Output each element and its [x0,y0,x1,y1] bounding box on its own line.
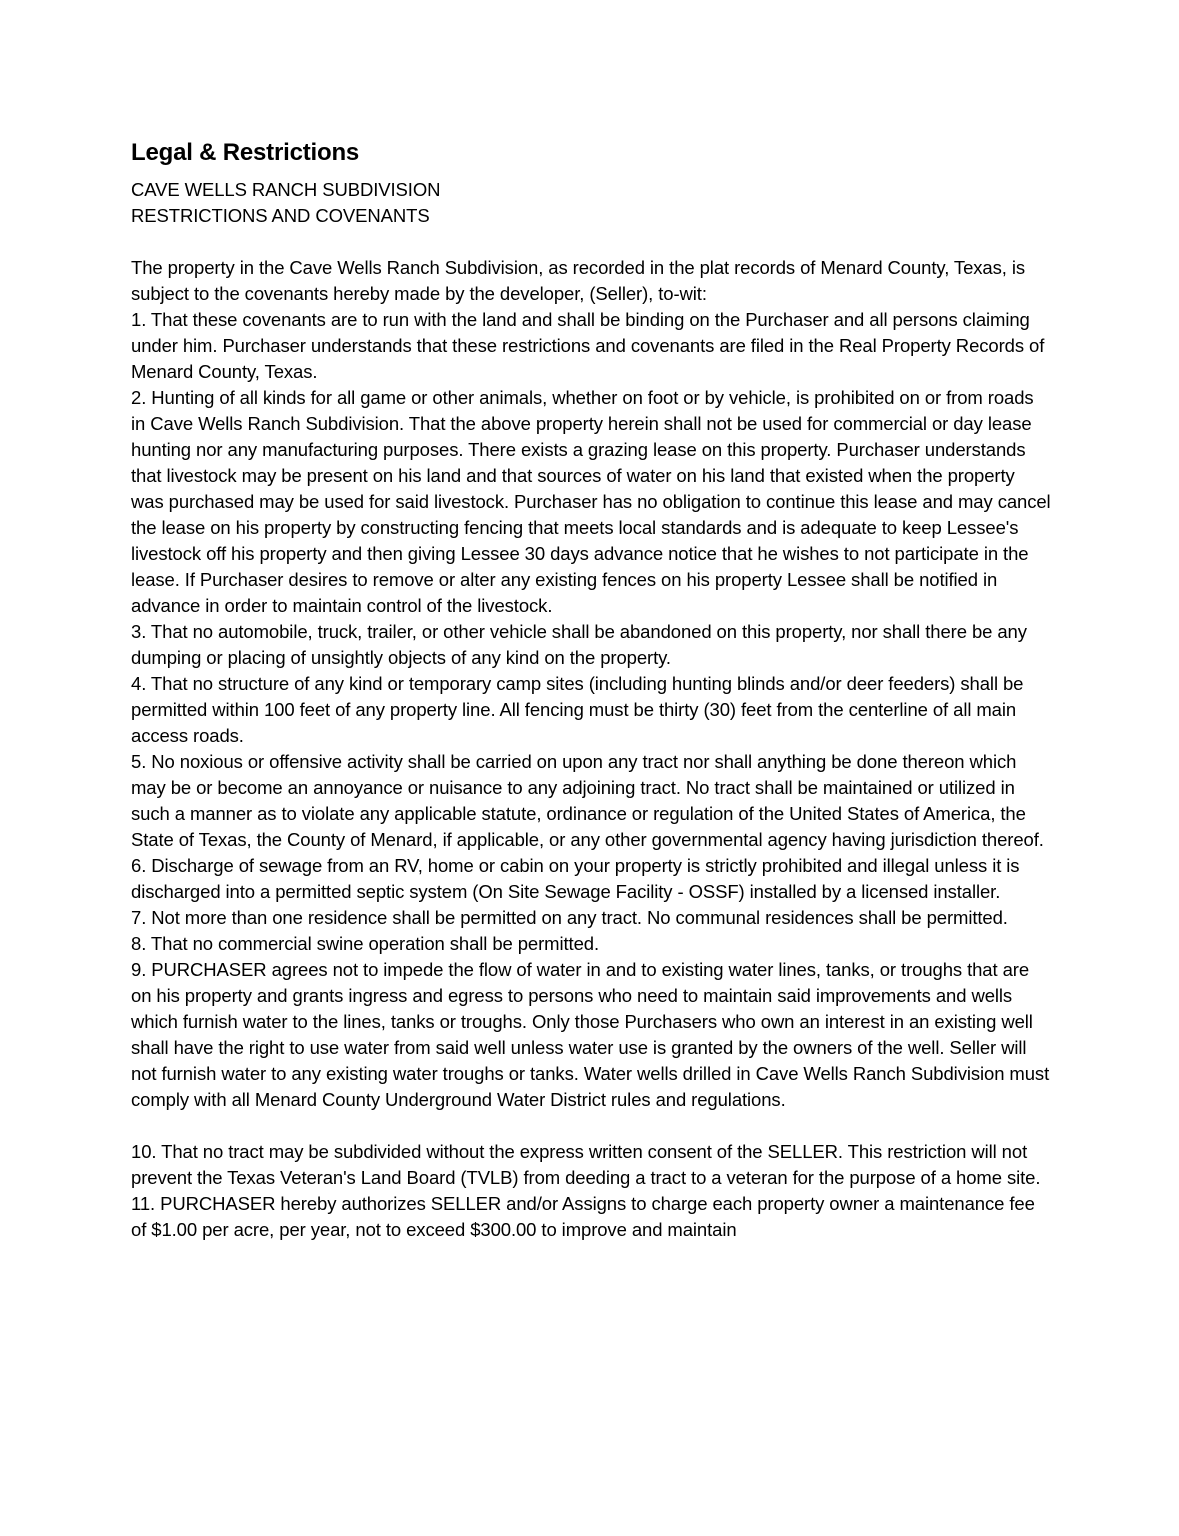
covenant-clause-5: 5. No noxious or offensive activity shall be carried on upon any tract nor shall anything be done thereon which may be or become an annoyance or nuisance to any adjoining tract. No tract shall be maintained or utilized in such a manner as to violate any applicable statute, ordinance or regulation of the United States of America, the State of Texas, the County of Menard, if applicable, or any other governmental agency having jurisdiction thereof. [131,751,1044,850]
covenant-list [131,307,1051,1243]
covenant-clause-3: 3. That no automobile, truck, trailer, or other vehicle shall be abandoned on this property, nor shall there be any dumping or placing of unsightly objects of any kind on the property. [131,621,1027,668]
covenant-clause-8: 8. That no commercial swine operation shall be permitted. [131,933,600,954]
covenant-clause-2: 2. Hunting of all kinds for all game or other animals, whether on foot or by vehicle, is prohibited on or from roads in Cave Wells Ranch Subdivision. That the above property herein shall not be used for commercial or day lease hunting nor any manufacturing purposes. There exists a grazing lease on this property. Purchaser understands that livestock may be present on his land and that sources of water on his land that existed when the property was purchased may be used for said livestock. Purchaser has no obligation to continue this lease and may cancel the lease on his property by constructing fencing that meets local standards and is adequate to keep Lessee's livestock off his property and then giving Lessee 30 days advance notice that he wishes to not participate in the lease. If Purchaser desires to remove or alter any existing fences on his property Lessee shall be notified in advance in order to maintain control of the livestock. [131,387,1051,616]
covenant-clause-11: 11. PURCHASER hereby authorizes SELLER and/or Assigns to charge each property owner a maintenance fee of $1.00 per acre, per year, not to exceed $300.00 to improve and maintain [131,1193,1035,1240]
subtitle-line: CAVE WELLS RANCH SUBDIVISION [131,179,441,200]
intro-paragraph: The property in the Cave Wells Ranch Subdivision, as recorded in the plat records of Menard County, Texas, is subject to the covenants hereby made by the developer, (Seller), to-wit: [131,257,1026,304]
covenant-clause-6: 6. Discharge of sewage from an RV, home or cabin on your property is strictly prohibited and illegal unless it is discharged into a permitted septic system (On Site Sewage Facility - OSSF) installed by a licensed installer. [131,855,1020,902]
document-page [131,138,1051,1243]
document-subtitle [131,177,1051,229]
covenant-clause-9: 9. PURCHASER agrees not to impede the flow of water in and to existing water lines, tanks, or troughs that are on his property and grants ingress and egress to persons who need to maintain said improvements and wells which furnish water to the lines, tanks or troughs. Only those Purchasers who own an interest in an existing well shall have the right to use water from said well unless water use is granted by the owners of the well. Seller will not furnish water to any existing water troughs or tanks. Water wells drilled in Cave Wells Ranch Subdivision must comply with all Menard County Underground Water District rules and regulations. [131,959,1050,1110]
covenant-clause-7: 7. Not more than one residence shall be permitted on any tract. No communal residences shall be permitted. [131,907,1008,928]
covenant-clause-1: 1. That these covenants are to run with the land and shall be binding on the Purchaser and all persons claiming under him. Purchaser understands that these restrictions and covenants are filed in the Real Property Records of Menard County, Texas. [131,309,1045,382]
subtitle-line: RESTRICTIONS AND COVENANTS [131,205,430,226]
covenant-clause-4: 4. That no structure of any kind or temporary camp sites (including hunting blinds and/or deer feeders) shall be permitted within 100 feet of any property line. All fencing must be thirty (30) feet from the centerline of all main access roads. [131,673,1024,746]
covenant-clause-10: 10. That no tract may be subdivided without the express written consent of the SELLER. This restriction will not prevent the Texas Veteran's Land Board (TVLB) from deeding a tract to a veteran for the purpose of a home site. [131,1141,1041,1188]
page-title: Legal & Restrictions [131,139,360,166]
